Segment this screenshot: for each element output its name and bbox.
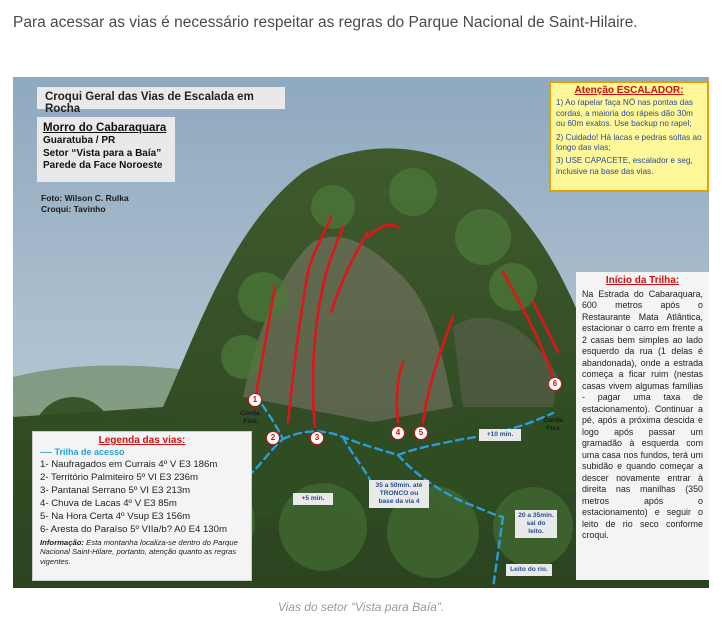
corda-fixa-right: Corda Fixa (543, 417, 563, 432)
location-text: Guaratuba / PR (43, 135, 116, 146)
croqui-title: Croqui Geral das Vias de Escalada em Rocha (37, 87, 285, 109)
photo-credit: Foto: Wilson C. Rulka (41, 193, 129, 203)
trail-start-text: Na Estrada do Cabaraquara, 600 metros após o Restaurante Mata Atlântica, estacionar o carro em frente a 2 casas bem simples ao lado esquerdo da rua (1 delas é abandonada), onde a estrada começa a ficar ruim (nestas casas vivem algumas famílias - pagar uma taxa de estacionamento). Continuar a pé, após a próxima descida e logo após passar um gramadão à esquerda com uma casa nos fundos, terá um subidão e quando começar a descer novamente entrar à direita nas manilhas (350 metros após o estacionamento) e seguir o leito de rio seco conforme croqui. (582, 288, 703, 540)
credits (41, 193, 129, 215)
mountain-name: Morro do Cabaraquara (43, 122, 167, 134)
tag-leito-rio: Leito do rio. (506, 564, 552, 576)
tag-leito: 20 a 35min. sai do leito. (515, 510, 557, 538)
corda-fixa-left: Corda Fixa (240, 410, 260, 425)
route-marker-1: 1 (248, 393, 262, 407)
legend-box (32, 431, 252, 581)
legend-route-3: 3- Pantanal Serrano 5º VI E3 213m (40, 485, 191, 497)
legend-trail-label: ---- Trilha de acesso (40, 447, 125, 457)
route-marker-2: 2 (266, 431, 280, 445)
legend-note-label: Informação: (40, 537, 84, 547)
legend-route-1: 1- Naufragados em Currais 4º V E3 186m (40, 459, 218, 470)
legend-route-5: 5- Na Hora Certa 4º Vsup E3 156m (40, 511, 191, 523)
croqui-figure (13, 77, 709, 588)
tag-plus10: +10 min. (479, 429, 521, 441)
face-text: Parede da Face Noroeste (43, 160, 163, 171)
trail-start-box (576, 272, 709, 580)
croqui-info (37, 117, 175, 182)
tag-plus5: +5 min. (293, 493, 333, 505)
route-marker-6: 6 (548, 377, 562, 391)
attention-item-3: 3) USE CAPACETE, escalador e seg, inclusive na base das vias. (556, 156, 693, 176)
intro-text: Para acessar as vias é necessário respeitar as regras do Parque Nacional de Saint-Hilaire. (13, 14, 638, 31)
route-marker-5: 5 (414, 426, 428, 440)
route-marker-3: 3 (310, 431, 324, 445)
legend-note-text: Esta montanha localiza-se dentro do Parque Nacional Saint-Hilare, portanto, atenção quanto as regras vigentes. (40, 537, 238, 566)
legend-route-6: 6- Aresta do Paraíso 5º VIIa/b? A0 E4 130m (40, 524, 227, 536)
legend-route-4: 4- Chuva de Lacas 4º V E3 85m (40, 498, 177, 510)
legend-note (40, 538, 244, 567)
legend-route-2: 2- Território Palmiteiro 5º VI E3 236m (40, 472, 198, 484)
sector-text: Setor “Vista para a Baía” (43, 147, 162, 159)
attention-box (549, 81, 709, 192)
trail-start-heading: Início da Trilha: (605, 275, 680, 286)
attention-item-2: 2) Cuidado! Há lacas e pedras soltas ao longo das vias; (556, 132, 702, 153)
route-marker-4: 4 (391, 426, 405, 440)
attention-heading: Atenção ESCALADOR: (574, 85, 684, 96)
attention-item-1: 1) Ao rapelar faça NÓ nas pontas das cordas, a maioria dos rápeis dão 30m ou 60m exatos. Use backup no rapel; (556, 98, 693, 129)
croqui-credit: Croqui: Tavinho (41, 204, 106, 214)
figure-caption: Vias do setor “Vista para Baía”. (277, 600, 445, 614)
legend-heading: Legenda das vias: (98, 435, 186, 446)
tag-tronco: 35 a 50min. até TRONCO ou base da via 4 (369, 480, 429, 508)
